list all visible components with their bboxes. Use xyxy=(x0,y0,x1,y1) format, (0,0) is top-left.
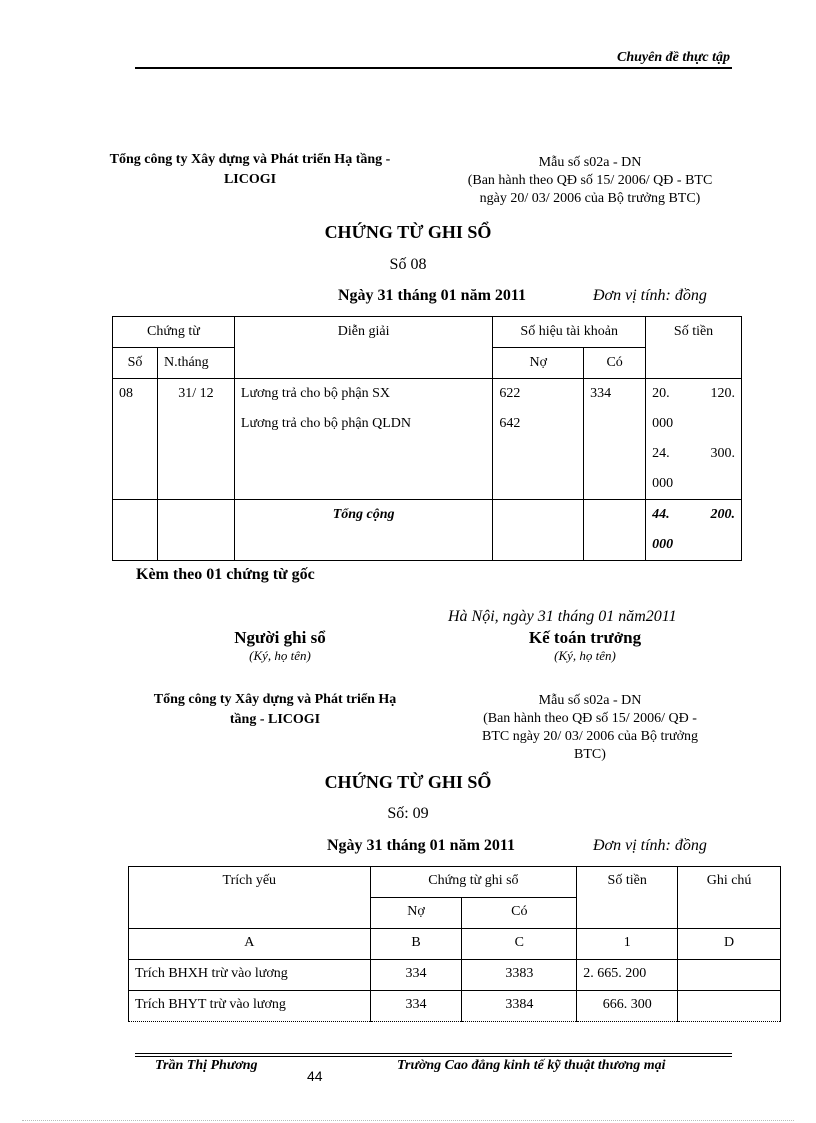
description-line: Lương trả cho bộ phận QLDN xyxy=(240,416,412,431)
row-credit: 3383 xyxy=(462,960,577,991)
form-line-3: ngày 20/ 03/ 2006 của Bộ trưởng BTC) xyxy=(479,191,701,206)
voucher-number: Số 08 xyxy=(389,256,427,273)
voucher-date: Ngày 31 tháng 01 năm 2011 xyxy=(327,837,516,854)
col-header-number: Số xyxy=(113,348,158,379)
row-number: 08 xyxy=(113,379,158,500)
col-code: D xyxy=(678,929,781,960)
org-line-2: LICOGI xyxy=(223,172,277,187)
debit-account: 642 xyxy=(499,416,521,431)
col-header-credit: Có xyxy=(462,898,577,929)
col-header-summary: Trích yếu xyxy=(129,867,371,929)
footer-school: Trường Cao đẳng kinh tế kỹ thuật thương mại xyxy=(397,1058,666,1073)
row-amount: 2. 665. 200 xyxy=(577,960,678,991)
total-label: Tổng cộng xyxy=(234,500,492,561)
row-date: 31/ 12 xyxy=(157,379,234,500)
table-row xyxy=(129,991,781,1022)
row-amount: 666. 300 xyxy=(577,991,678,1022)
form-line-4: BTC) xyxy=(574,747,606,762)
footer-author: Trần Thị Phương xyxy=(155,1058,258,1073)
form-line-1: Mẫu số s02a - DN xyxy=(538,693,642,708)
row-description xyxy=(234,379,492,500)
form-line-3: BTC ngày 20/ 03/ 2006 của Bộ trưởng xyxy=(481,729,699,744)
row-note xyxy=(678,991,781,1022)
org-line-2: tầng - LICOGI xyxy=(229,712,321,727)
footer-rule xyxy=(135,1056,732,1057)
col-code: A xyxy=(129,929,371,960)
row-note xyxy=(678,960,781,991)
col-code: B xyxy=(370,929,462,960)
attachment-note: Kèm theo 01 chứng từ gốc xyxy=(136,566,315,583)
row-summary: Trích BHYT trừ vào lương xyxy=(129,991,371,1022)
col-header-amount: Số tiền xyxy=(646,317,742,379)
org-line-1: Tổng công ty Xây dựng và Phát triển Hạ tầng - xyxy=(109,152,391,167)
form-reference xyxy=(445,692,735,764)
table-row xyxy=(113,379,742,500)
voucher-date: Ngày 31 tháng 01 năm 2011 xyxy=(338,287,527,304)
col-header-voucher: Chứng từ xyxy=(113,317,235,348)
page-number: 44 xyxy=(307,1068,323,1084)
signer-title: Người ghi sổ xyxy=(234,628,326,647)
row-amount xyxy=(646,379,742,500)
form-reference xyxy=(430,154,750,208)
col-code: 1 xyxy=(577,929,678,960)
footer-rule xyxy=(135,1053,732,1054)
amount-part: 000 xyxy=(652,416,674,431)
amount-part: 200. xyxy=(710,507,735,522)
col-code: C xyxy=(462,929,577,960)
place-date: Hà Nội, ngày 31 tháng 01 năm2011 xyxy=(448,608,677,625)
table-row xyxy=(129,960,781,991)
org-line-1: Tổng công ty Xây dựng và Phát triển Hạ xyxy=(153,692,397,707)
voucher-number: Số: 09 xyxy=(387,805,429,822)
currency-unit: Đơn vị tính: đồng xyxy=(593,287,707,304)
col-header-description: Diễn giải xyxy=(234,317,492,379)
col-header-date: N.tháng xyxy=(157,348,234,379)
amount-part: 000 xyxy=(652,537,674,552)
col-header-debit: Nợ xyxy=(370,898,462,929)
page-header-title: Chuyên đề thực tập xyxy=(616,50,730,65)
row-debit: 334 xyxy=(370,960,462,991)
debit-account: 622 xyxy=(499,386,521,401)
voucher-table-09 xyxy=(128,866,781,1022)
col-header-note: Ghi chú xyxy=(678,867,781,929)
row-summary: Trích BHXH trừ vào lương xyxy=(129,960,371,991)
voucher-title: CHỨNG TỪ GHI SỔ xyxy=(324,222,492,242)
organization-name xyxy=(120,690,430,730)
amount-part: 24. xyxy=(652,446,670,461)
row-credit: 334 xyxy=(584,379,646,500)
organization-name xyxy=(80,150,420,190)
total-amount xyxy=(646,500,742,561)
amount-part: 300. xyxy=(710,446,735,461)
col-header-credit: Có xyxy=(584,348,646,379)
form-line-2: (Ban hành theo QĐ số 15/ 2006/ QĐ - xyxy=(483,711,697,726)
amount-part: 000 xyxy=(652,476,674,491)
signer-note: (Ký, họ tên) xyxy=(554,648,616,663)
col-header-debit: Nợ xyxy=(493,348,584,379)
voucher-title: CHỨNG TỪ GHI SỔ xyxy=(324,772,492,792)
signer-note: (Ký, họ tên) xyxy=(249,648,311,663)
row-debit: 334 xyxy=(370,991,462,1022)
total-row xyxy=(113,500,742,561)
signature-chief-accountant xyxy=(485,628,685,664)
currency-unit: Đơn vị tính: đồng xyxy=(593,837,707,854)
amount-part: 20. xyxy=(652,386,670,401)
amount-part: 120. xyxy=(710,386,735,401)
page-edge-divider xyxy=(22,1120,794,1121)
signer-title: Kế toán trưởng xyxy=(528,628,642,647)
description-line: Lương trả cho bộ phận SX xyxy=(240,386,391,401)
col-header-account: Số hiệu tài khoản xyxy=(493,317,646,348)
header-rule xyxy=(135,67,732,69)
col-header-voucher: Chứng từ ghi sổ xyxy=(370,867,577,898)
form-line-2: (Ban hành theo QĐ số 15/ 2006/ QĐ - BTC xyxy=(467,173,713,188)
signature-bookkeeper xyxy=(180,628,380,664)
voucher-table-08 xyxy=(112,316,742,561)
row-debit xyxy=(493,379,584,500)
form-line-1: Mẫu số s02a - DN xyxy=(538,155,642,170)
row-credit: 3384 xyxy=(462,991,577,1022)
amount-part: 44. xyxy=(652,507,670,522)
col-header-amount: Số tiền xyxy=(577,867,678,929)
